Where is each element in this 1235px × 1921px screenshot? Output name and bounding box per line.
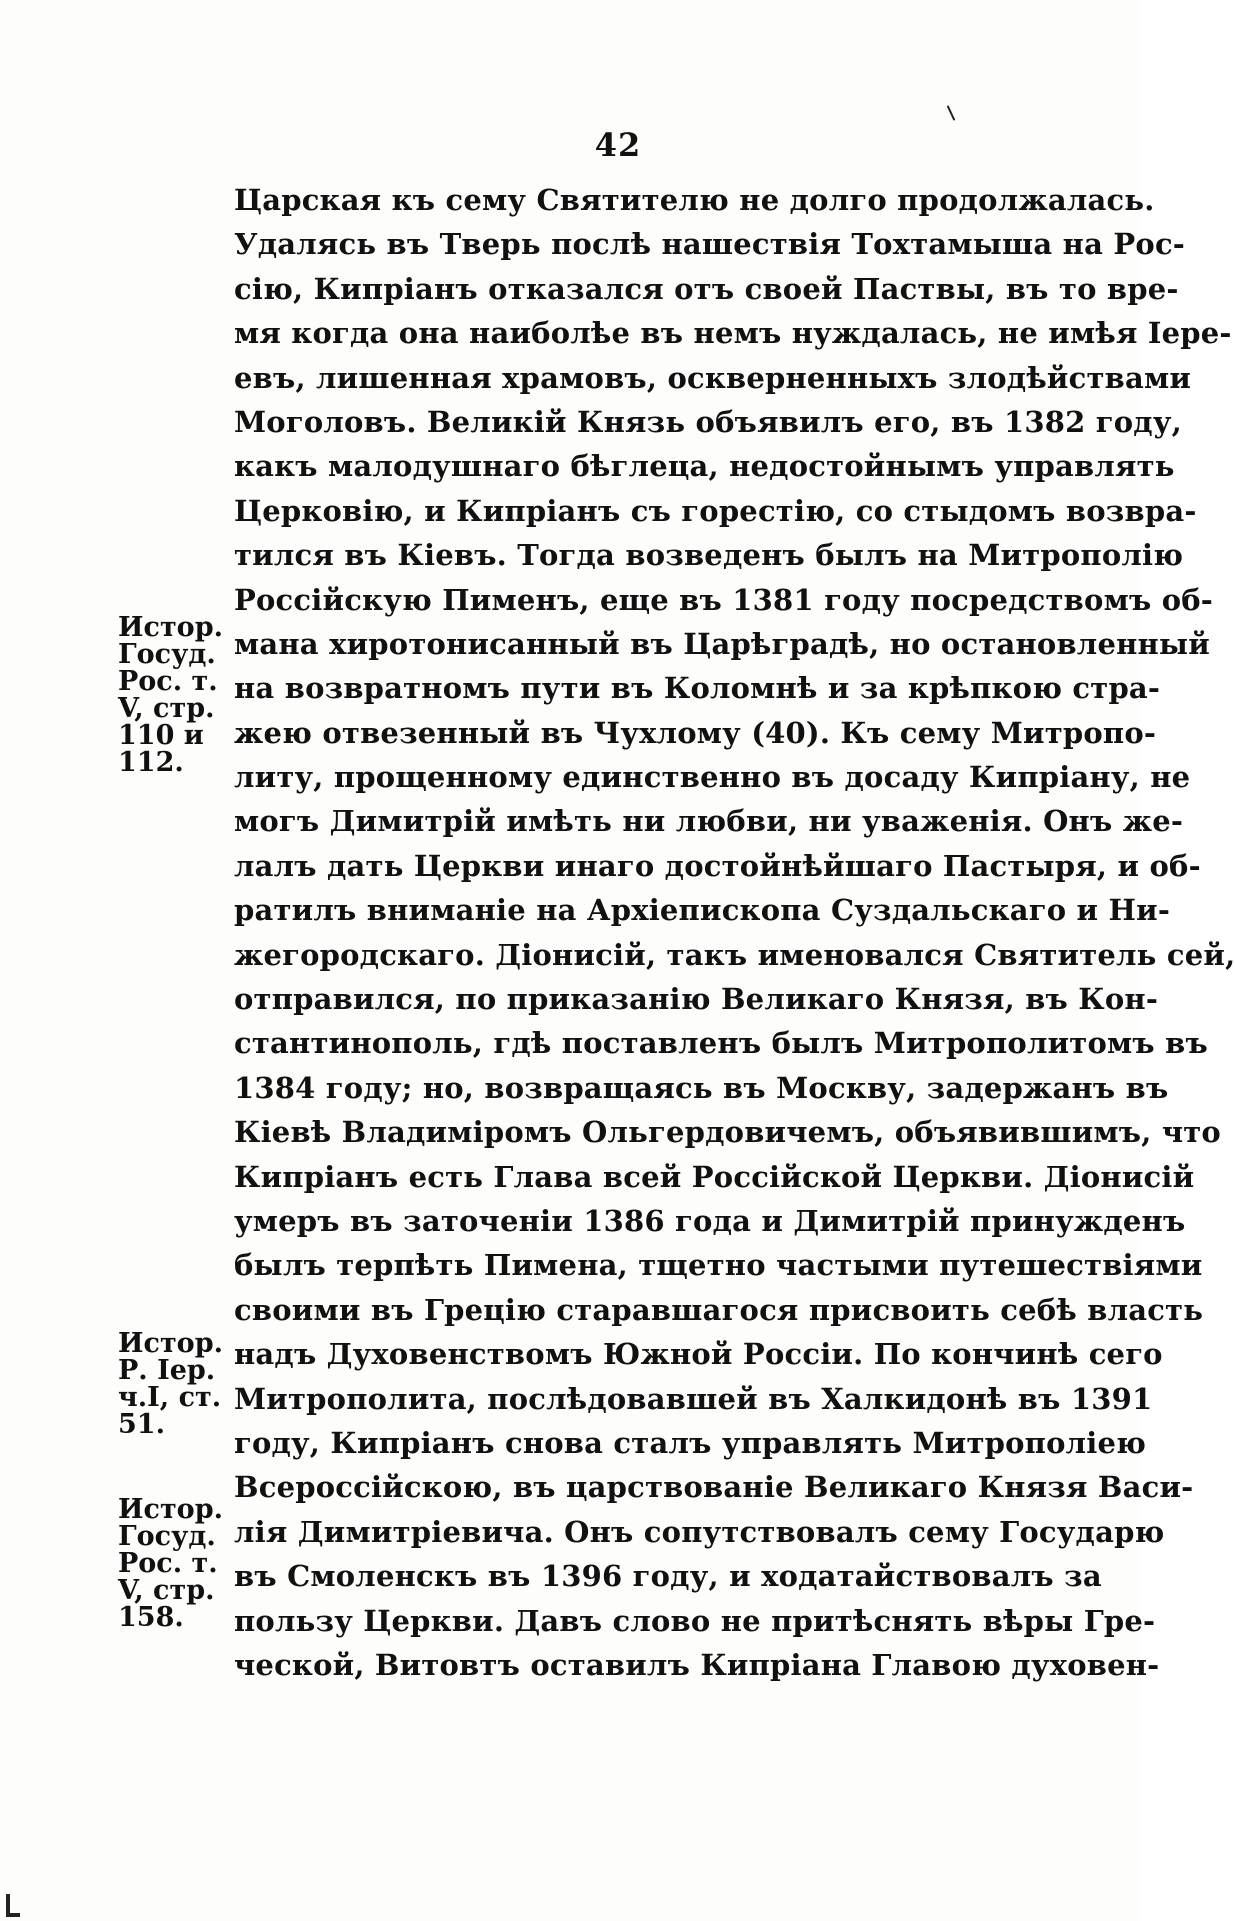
text-line: надъ Духовенствомъ Южной Россіи. По кончинѣ сего (234, 1337, 1163, 1372)
print-speck (947, 105, 956, 120)
text-line: Царская къ сему Святителю не долго продолжалась. (234, 183, 1155, 217)
text-line: стантинополь, гдѣ поставленъ былъ Митрополитомъ въ (234, 1026, 1208, 1061)
text-line: евъ, лишенная храмовъ, оскверненныхъ злодѣйствами (234, 360, 1192, 395)
text-line: Удалясь въ Тверь послѣ нашествія Тохтамыша на Рос- (234, 227, 1186, 262)
text-line: Церковію, и Кипріанъ съ горестію, со стыдомъ возвра- (234, 493, 1197, 528)
margin-note-line: Истор. (118, 612, 223, 643)
margin-note-1 (118, 614, 230, 776)
margin-note-2 (118, 1330, 230, 1438)
margin-note-line: Госуд. (118, 639, 216, 670)
text-line: какъ малодушнаго бѣглеца, недостойнымъ управлять (234, 449, 1175, 484)
text-line: Моголовъ. Великій Князь объявилъ его, въ 1382 году, (234, 404, 1182, 439)
text-line: Кипріанъ есть Глава всей Россійской Церкви. Діонисій (234, 1159, 1195, 1194)
margin-note-line: Госуд. (118, 1521, 216, 1552)
page-number: 42 (594, 126, 642, 164)
text-line: былъ терпѣть Пимена, тщетно частыми путешествіями (234, 1248, 1203, 1283)
text-line: отправился, по приказанію Великаго Князя, въ Кон- (234, 982, 1159, 1017)
margin-note-line: 51. (118, 1409, 165, 1440)
margin-note-line: 110 и (118, 720, 204, 751)
text-line: Кіевѣ Владиміромъ Ольгердовичемъ, объявившимъ, что (234, 1115, 1221, 1150)
margin-note-line: V, стр. (118, 693, 215, 724)
margin-note-line: V, стр. (118, 1575, 215, 1606)
margin-note-3 (118, 1496, 230, 1631)
margin-note-line: Рос. т. (118, 1548, 218, 1579)
text-line: Митрополита, послѣдовавшей въ Халкидонѣ въ 1391 (234, 1381, 1153, 1416)
text-line: на возвратномъ пути въ Коломнѣ и за крѣпкою стра- (234, 671, 1161, 706)
text-line: въ Смоленскъ въ 1396 году, и ходатайствовалъ за (234, 1559, 1102, 1594)
margin-note-line: Истор. (118, 1328, 223, 1359)
text-line: сію, Кипріанъ отказался отъ своей Паствы, въ то вре- (234, 271, 1179, 306)
print-speck (6, 1913, 20, 1917)
text-line: тился въ Кіевъ. Тогда возведенъ былъ на Митрополію (234, 538, 1184, 573)
body-text (234, 178, 1235, 1687)
text-line: 1384 году; но, возвращаясь въ Москву, задержанъ въ (234, 1070, 1169, 1105)
margin-note-line: Р. Іер. (118, 1355, 216, 1386)
text-line: Всероссійскою, въ царствованіе Великаго Князя Васи- (234, 1470, 1194, 1505)
text-line: своими въ Грецію старавшагося присвоить себѣ власть (234, 1292, 1204, 1327)
text-line: лалъ дать Церкви инаго достойнѣйшаго Пастыря, и об- (234, 848, 1201, 883)
text-line: жею отвезенный въ Чухлому (40). Къ сему Митропо- (234, 715, 1157, 750)
margin-note-line: 158. (118, 1602, 184, 1633)
text-line: мя когда она наиболѣе въ немъ нуждалась, не имѣя Іере- (234, 316, 1232, 351)
text-line: году, Кипріанъ снова сталъ управлять Митрополіею (234, 1425, 1147, 1460)
text-line: могъ Димитрій имѣть ни любви, ни уваженія. Онъ же- (234, 804, 1184, 839)
margin-note-line: Истор. (118, 1494, 223, 1525)
text-line: мана хиротонисанный въ Царѣградѣ, но остановленный (234, 626, 1210, 661)
text-line: жегородскаго. Діонисій, такъ именовался Святитель сей, (234, 937, 1235, 972)
text-line: ратилъ вниманіе на Архіепископа Суздальскаго и Ни- (234, 893, 1171, 928)
text-line: ческой, Витовтъ оставилъ Кипріана Главою духовен- (234, 1647, 1160, 1682)
text-line: литу, прощенному единственно въ досаду Кипріану, не (234, 760, 1191, 795)
margin-note-line: Рос. т. (118, 666, 218, 697)
text-line: Россійскую Пименъ, еще въ 1381 году посредствомъ об- (234, 582, 1214, 617)
margin-note-line: 112. (118, 747, 184, 778)
margin-note-line: ч.І, ст. (118, 1382, 222, 1413)
text-line: умеръ въ заточеніи 1386 года и Димитрій принужденъ (234, 1203, 1186, 1238)
text-line: лія Димитріевича. Онъ сопутствовалъ сему Государю (234, 1514, 1165, 1549)
text-line: пользу Церкви. Давъ слово не притѣснять вѣры Гре- (234, 1603, 1156, 1638)
